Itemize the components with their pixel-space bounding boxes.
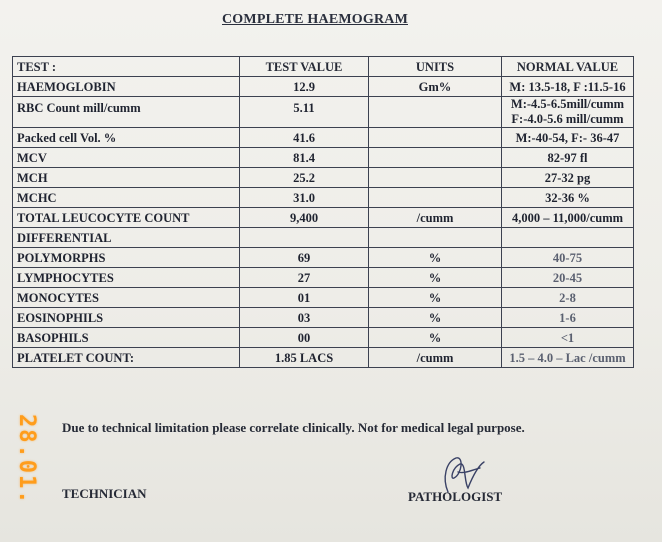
normal-value-cell: <1 [502, 328, 634, 348]
normal-value-cell: 32-36 % [502, 188, 634, 208]
units-cell [369, 128, 502, 148]
normal-value-cell: 1.5 – 4.0 – Lac /cumm [502, 348, 634, 368]
table-row [13, 168, 634, 188]
table-row [13, 77, 634, 97]
normal-value-cell: 4,000 – 11,000/cumm [502, 208, 634, 228]
units-cell: /cumm [369, 348, 502, 368]
test-name-cell: HAEMOGLOBIN [13, 77, 240, 97]
table-header-row [13, 57, 634, 77]
units-cell: % [369, 328, 502, 348]
date-stamp: 28.01. [14, 414, 39, 506]
test-name-cell: PLATELET COUNT: [13, 348, 240, 368]
test-name-cell: MCH [13, 168, 240, 188]
units-cell [369, 228, 502, 248]
header-test: TEST : [13, 57, 240, 77]
test-name-cell: MCV [13, 148, 240, 168]
units-cell: % [369, 248, 502, 268]
units-cell: Gm% [369, 77, 502, 97]
test-name-cell: TOTAL LEUCOCYTE COUNT [13, 208, 240, 228]
units-cell [369, 97, 502, 128]
table-row [13, 97, 634, 128]
disclaimer-note: Due to technical limitation please correlate clinically. Not for medical legal purpose. [62, 420, 525, 435]
test-value-cell: 00 [240, 328, 369, 348]
pathologist-label: PATHOLOGIST [408, 489, 503, 504]
table-row [13, 308, 634, 328]
normal-value-cell: 82-97 fl [502, 148, 634, 168]
table-row [13, 348, 634, 368]
units-cell [369, 188, 502, 208]
test-name-cell: LYMPHOCYTES [13, 268, 240, 288]
test-name-cell: POLYMORPHS [13, 248, 240, 268]
report-title: COMPLETE HAEMOGRAM [222, 12, 408, 27]
normal-value-cell: 27-32 pg [502, 168, 634, 188]
test-value-cell: 25.2 [240, 168, 369, 188]
table-row [13, 148, 634, 168]
table-row [13, 228, 634, 248]
units-cell [369, 168, 502, 188]
technician-label: TECHNICIAN [62, 486, 147, 501]
test-name-cell: EOSINOPHILS [13, 308, 240, 328]
test-name-cell: Packed cell Vol. % [13, 128, 240, 148]
table-row [13, 328, 634, 348]
test-name-cell: MCHC [13, 188, 240, 208]
test-value-cell: 5.11 [240, 97, 369, 128]
table-row [13, 208, 634, 228]
normal-value-cell: 20-45 [502, 268, 634, 288]
test-value-cell [240, 228, 369, 248]
test-value-cell: 41.6 [240, 128, 369, 148]
test-value-cell: 1.85 LACS [240, 348, 369, 368]
test-value-cell: 31.0 [240, 188, 369, 208]
test-value-cell: 69 [240, 248, 369, 268]
normal-value-cell [502, 97, 634, 128]
normal-value-line: M:-4.5-6.5mill/cumm [510, 97, 625, 111]
units-cell [369, 148, 502, 168]
units-cell: /cumm [369, 208, 502, 228]
units-cell: % [369, 268, 502, 288]
header-test-value: TEST VALUE [240, 57, 369, 77]
normal-value-cell: 40-75 [502, 248, 634, 268]
test-value-cell: 03 [240, 308, 369, 328]
haemogram-table [12, 56, 634, 368]
test-value-cell: 01 [240, 288, 369, 308]
normal-value-cell [502, 228, 634, 248]
test-name-cell: DIFFERENTIAL [13, 228, 240, 248]
units-cell: % [369, 308, 502, 328]
normal-value-cell: M:-40-54, F:- 36-47 [502, 128, 634, 148]
test-value-cell: 81.4 [240, 148, 369, 168]
normal-value-cell: 2-8 [502, 288, 634, 308]
test-value-cell: 9,400 [240, 208, 369, 228]
header-units: UNITS [369, 57, 502, 77]
table-row [13, 268, 634, 288]
test-name-cell: MONOCYTES [13, 288, 240, 308]
table-row [13, 128, 634, 148]
table-row [13, 188, 634, 208]
table-row [13, 248, 634, 268]
test-name-cell: BASOPHILS [13, 328, 240, 348]
test-value-cell: 12.9 [240, 77, 369, 97]
test-name-cell: RBC Count mill/cumm [13, 97, 240, 128]
header-normal-value: NORMAL VALUE [502, 57, 634, 77]
normal-value-cell: 1-6 [502, 308, 634, 328]
test-value-cell: 27 [240, 268, 369, 288]
units-cell: % [369, 288, 502, 308]
normal-value-cell: M: 13.5-18, F :11.5-16 [502, 77, 634, 97]
table-row [13, 288, 634, 308]
normal-value-line: F:-4.0-5.6 mill/cumm [511, 112, 624, 126]
